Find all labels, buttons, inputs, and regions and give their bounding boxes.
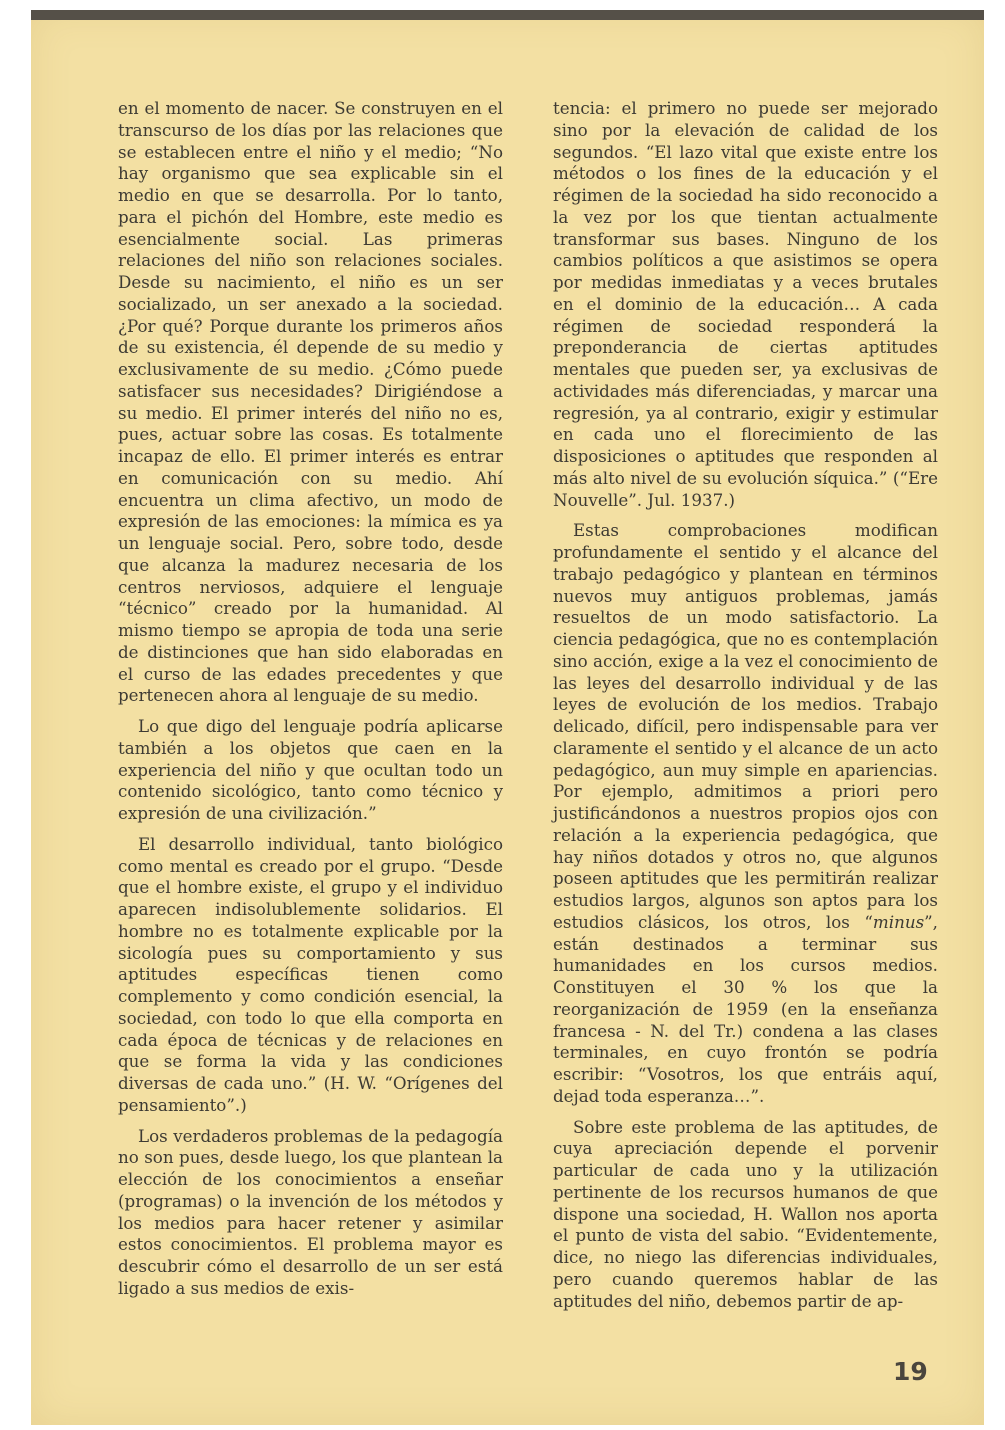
paragraph: [553, 520, 938, 1107]
paragraph: Sobre este problema de las aptitudes, de cuya apreciación depende el porvenir particular de cada uno y la utilización pertinente de los recursos humanos de que dispone una sociedad, H. Wallon nos aporta el punto de vista del sabio. “Evidentemente, dice, no niego las diferencias individuales, pero cuando queremos hablar de las aptitudes del niño, debemos partir de ap-: [553, 1116, 938, 1311]
paragraph: El desarrollo individual, tanto biológico como mental es creado por el grupo. “Desde que el hombre existe, el grupo y el individuo aparecen indisolublemente solidarios. El hombre no es totalmente explicable por la sicología pues su comportamiento y sus aptitudes específicas tienen como complemento y como condición esencial, la sociedad, con todo lo que ella comporta en cada época de técnicas y de relaciones en que se forma la vida y las condiciones diversas de cada uno.” (H. W. “Orígenes del pensamiento”.): [118, 833, 503, 1115]
left-column: [118, 98, 503, 1300]
paragraph: tencia: el primero no puede ser mejorado sino por la elevación de calidad de los segundos. “El lazo vital que existe entre los métodos o los fines de la educación y el régimen de la sociedad ha sido reconocido a la vez por los que tientan actualmente transformar sus bases. Ninguno de los cambios políticos a que asistimos se opera por medidas inmediatas y a veces brutales en el dominio de la educación… A cada régimen de sociedad responderá la preponderancia de ciertas aptitudes mentales que pueden ser, ya exclusivas de actividades más diferenciadas, y marcar una regresión, ya al contrario, exigir y estimular en cada uno el florecimiento de las disposiciones o aptitudes que responden al más alto nivel de su evolución síquica.” (“Ere Nouvelle”. Jul. 1937.): [553, 98, 938, 510]
page-top-edge: [31, 10, 984, 20]
paragraph: en el momento de nacer. Se construyen en el transcurso de los días por las relaciones que se establecen entre el niño y el medio; “No hay organismo que sea explicable sin el medio en que se desarrolla. Por lo tanto, para el pichón del Hombre, este medio es esencialmente social. Las primeras relaciones del niño son relaciones sociales. Desde su nacimiento, el niño es un ser socializado, un ser anexado a la sociedad. ¿Por qué? Porque durante los primeros años de su existencia, él depende de su medio y exclusivamente de su medio. ¿Cómo puede satisfacer sus necesidades? Dirigiéndose a su medio. El primer interés del niño no es, pues, actuar sobre las cosas. Es totalmente incapaz de ello. El primer interés es entrar en comunicación con su medio. Ahí encuentra un clima afectivo, un modo de expresión de las emociones: la mímica es ya un lenguaje social. Pero, sobre todo, desde que alcanza la madurez necesaria de los centros nerviosos, adquiere el lenguaje “técnico” creado por la humanidad. Al mismo tiempo se apropia de toda una serie de distinciones que han sido elaboradas en el curso de las edades precedentes y que pertenecen ahora al lenguaje de su medio.: [118, 98, 503, 706]
italic-term: minus: [872, 911, 925, 932]
right-column: [553, 98, 938, 1312]
paragraph-text: ”, están destinados a terminar sus humanidades en los cursos medios. Constituyen el 30 % los que la reorganización de 1959 (en la enseñanza francesa - N. del Tr.) condena a las clases terminales, en cuyo frontón se podría escribir: “Vosotros, los que entráis aquí, dejad toda esperanza…”.: [553, 911, 938, 1106]
scanned-page: [31, 10, 984, 1425]
paragraph-text: Estas comprobaciones modifican profundamente el sentido y el alcance del trabajo pedagógico y plantean en términos nuevos muy antiguos problemas, jamás resueltos de un modo satisfactorio. La ciencia pedagógica, que no es contemplación sino acción, exige a la vez el conocimiento de las leyes del desarrollo individual y de las leyes de evolución de los medios. Trabajo delicado, difícil, pero indispensable para ver claramente el sentido y el alcance de un acto pedagógico, aun muy simple en apariencias. Por ejemplo, admitimos a priori pero justificándonos a nuestros propios ojos con relación a la experiencia pedagógica, que hay niños dotados y otros no, que algunos poseen aptitudes que les permitirán realizar estudios largos, algunos son aptos para los estudios clásicos, los otros, los “: [553, 520, 938, 932]
paragraph: Los verdaderos problemas de la pedagogía no son pues, desde luego, los que plantean la elección de los conocimientos a enseñar (programas) o la invención de los métodos y los medios para hacer retener y asimilar estos conocimientos. El problema mayor es descubrir cómo el desarrollo de un ser está ligado a sus medios de exis-: [118, 1125, 503, 1298]
page-number: 19: [893, 1357, 928, 1386]
paragraph: Lo que digo del lenguaje podría aplicarse también a los objetos que caen en la experiencia del niño y que ocultan todo un contenido sicológico, tanto como técnico y expresión de una civilización.”: [118, 716, 503, 823]
